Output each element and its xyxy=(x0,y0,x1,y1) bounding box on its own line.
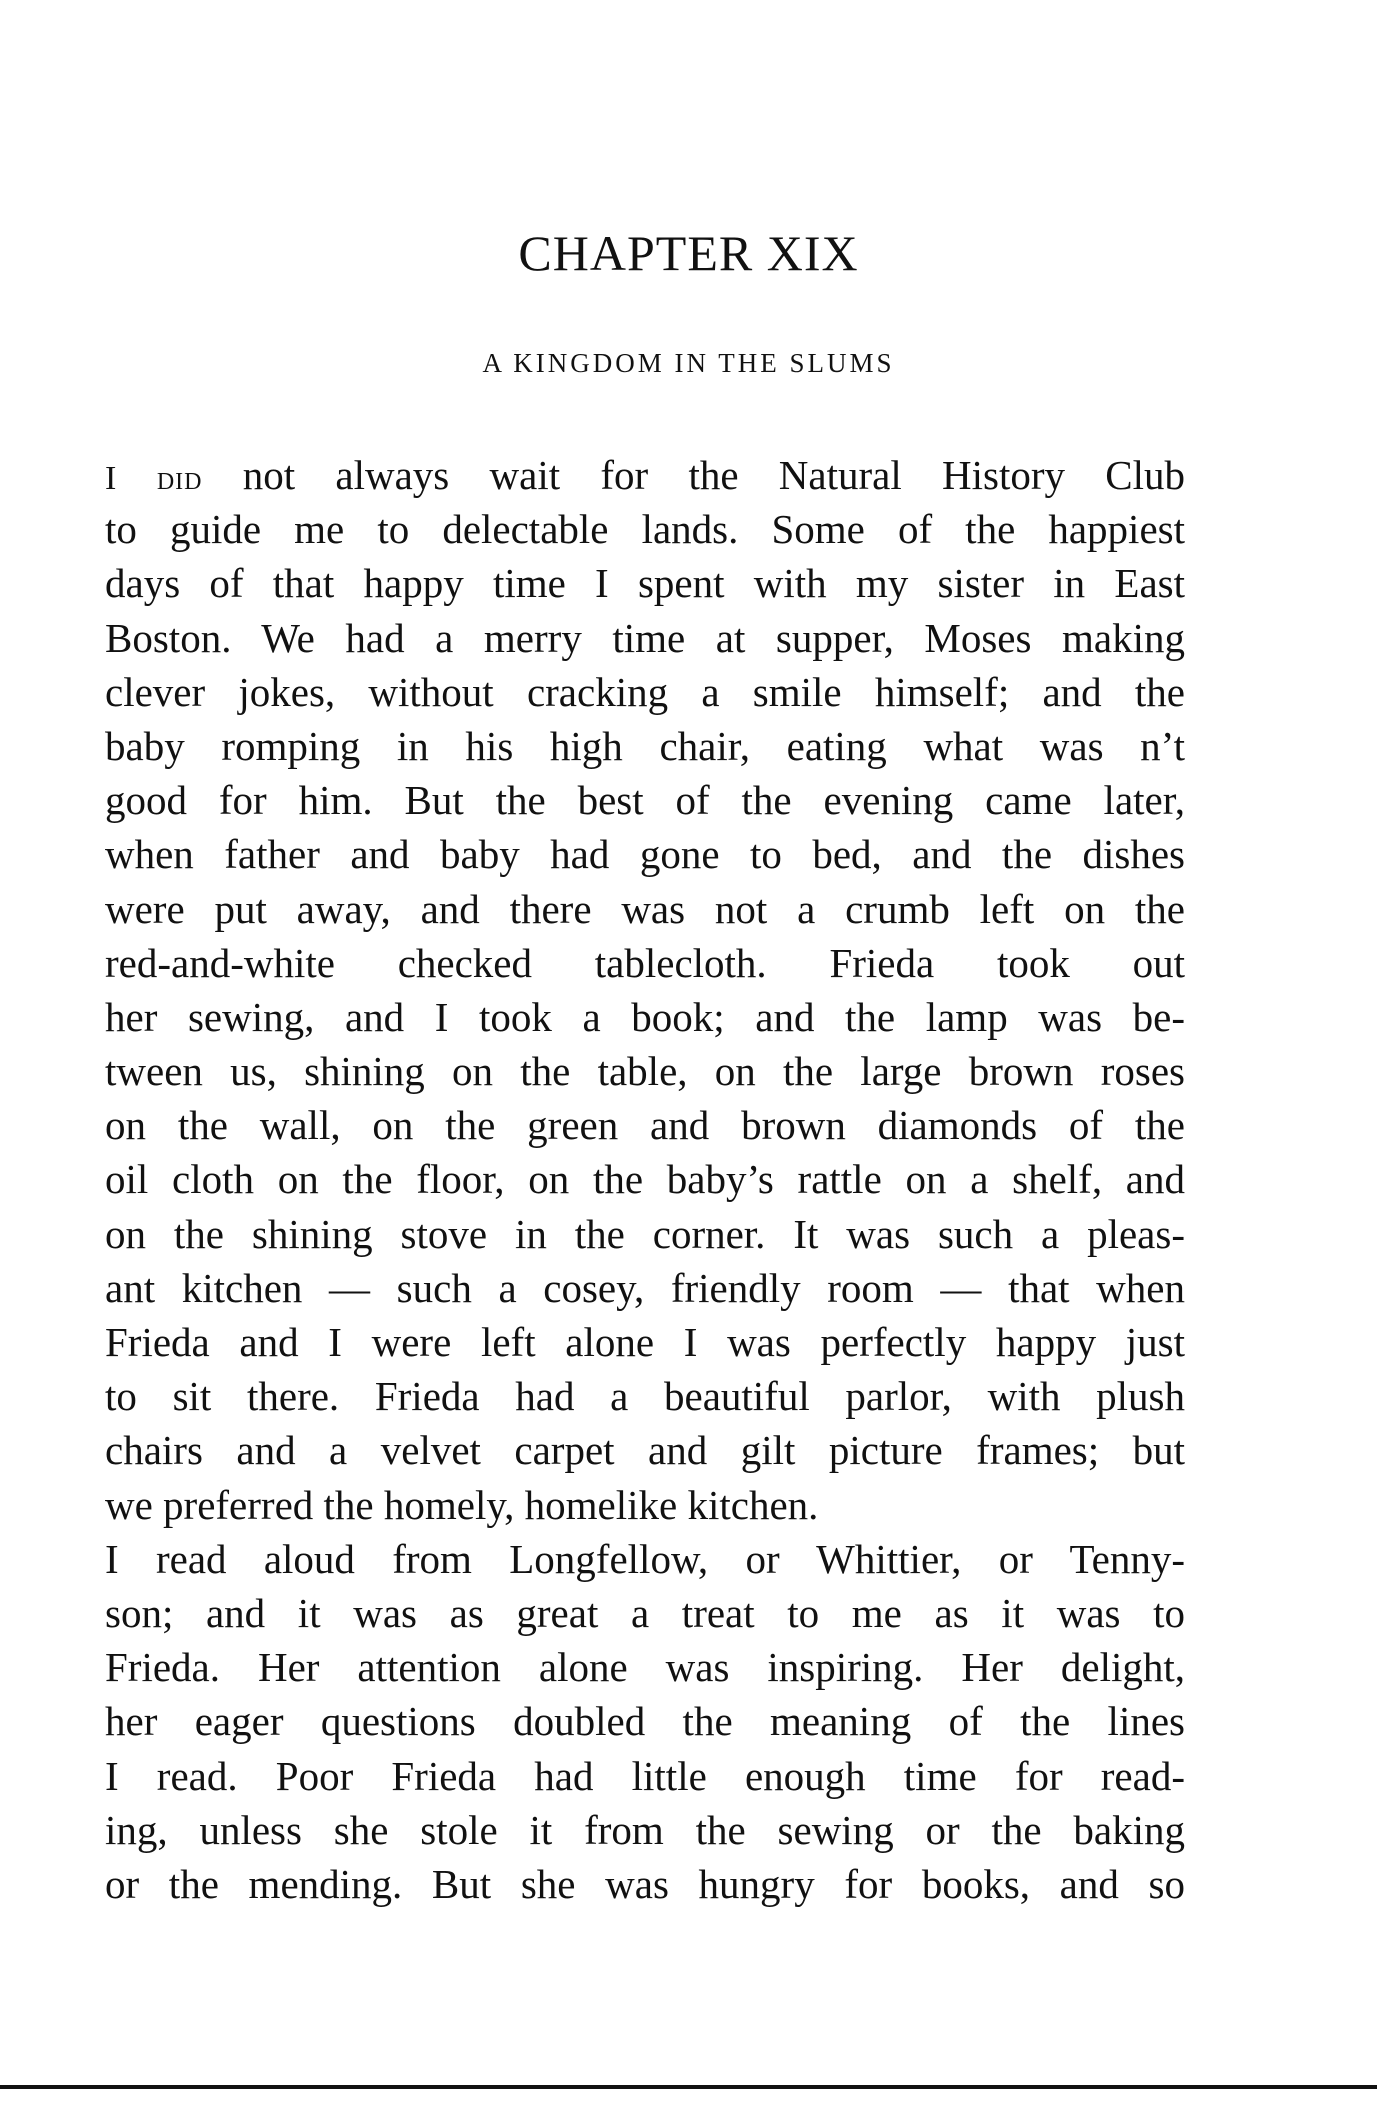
chapter-title: CHAPTER XIX xyxy=(518,225,859,281)
text-line: I read. Poor Frieda had little enough time for read- xyxy=(105,1752,1185,1799)
text-line: were put away, and there was not a crumb left on the xyxy=(105,885,1185,932)
text-line xyxy=(105,448,1185,502)
lead-small-caps: I did xyxy=(105,460,203,497)
text-line: days of that happy time I spent with my sister in East xyxy=(105,560,1185,607)
text-line: chairs and a velvet carpet and gilt picture frames; but xyxy=(105,1427,1185,1474)
text-line: to guide me to delectable lands. Some of the happiest xyxy=(105,506,1185,553)
chapter-subtitle: A KINGDOM IN THE SLUMS xyxy=(482,348,895,378)
text-line: ant kitchen — such a cosey, friendly room — that when xyxy=(105,1264,1185,1311)
text-line: when father and baby had gone to bed, and the dishes xyxy=(105,831,1185,878)
text-line: good for him. But the best of the evening came later, xyxy=(105,777,1185,824)
text-line: oil cloth on the floor, on the baby’s rattle on a shelf, and xyxy=(105,1156,1185,1203)
page-bottom-rule xyxy=(0,2085,1377,2089)
text-line: Boston. We had a merry time at supper, Moses making xyxy=(105,614,1185,661)
text-line: Frieda and I were left alone I was perfectly happy just xyxy=(105,1319,1185,1365)
text-line: ing, unless she stole it from the sewing or the baking xyxy=(105,1806,1185,1853)
text-line: we preferred the homely, homelike kitchen. xyxy=(105,1481,819,1528)
text-line-rest: not always wait for the Natural History Club xyxy=(202,452,1186,498)
text-line: clever jokes, without cracking a smile himself; and the xyxy=(105,668,1185,715)
text-line: Frieda. Her attention alone was inspiring. Her delight, xyxy=(105,1644,1185,1691)
text-line: red-and-white checked tablecloth. Frieda took out xyxy=(105,939,1185,986)
text-line: on the wall, on the green and brown diamonds of the xyxy=(105,1102,1185,1149)
text-line: on the shining stove in the corner. It was such a pleas- xyxy=(105,1210,1185,1257)
text-line: her sewing, and I took a book; and the lamp was be- xyxy=(105,993,1185,1040)
text-line: or the mending. But she was hungry for books, and so xyxy=(105,1860,1185,1907)
body-text xyxy=(105,448,1185,1911)
text-line: to sit there. Frieda had a beautiful parlor, with plush xyxy=(105,1373,1185,1420)
text-line: baby romping in his high chair, eating what was n’t xyxy=(105,722,1185,769)
text-line: tween us, shining on the table, on the large brown roses xyxy=(105,1048,1185,1095)
text-line: I read aloud from Longfellow, or Whittier, or Tenny- xyxy=(105,1535,1185,1582)
text-line: son; and it was as great a treat to me as it was to xyxy=(105,1589,1185,1636)
text-line: her eager questions doubled the meaning of the lines xyxy=(105,1698,1185,1745)
